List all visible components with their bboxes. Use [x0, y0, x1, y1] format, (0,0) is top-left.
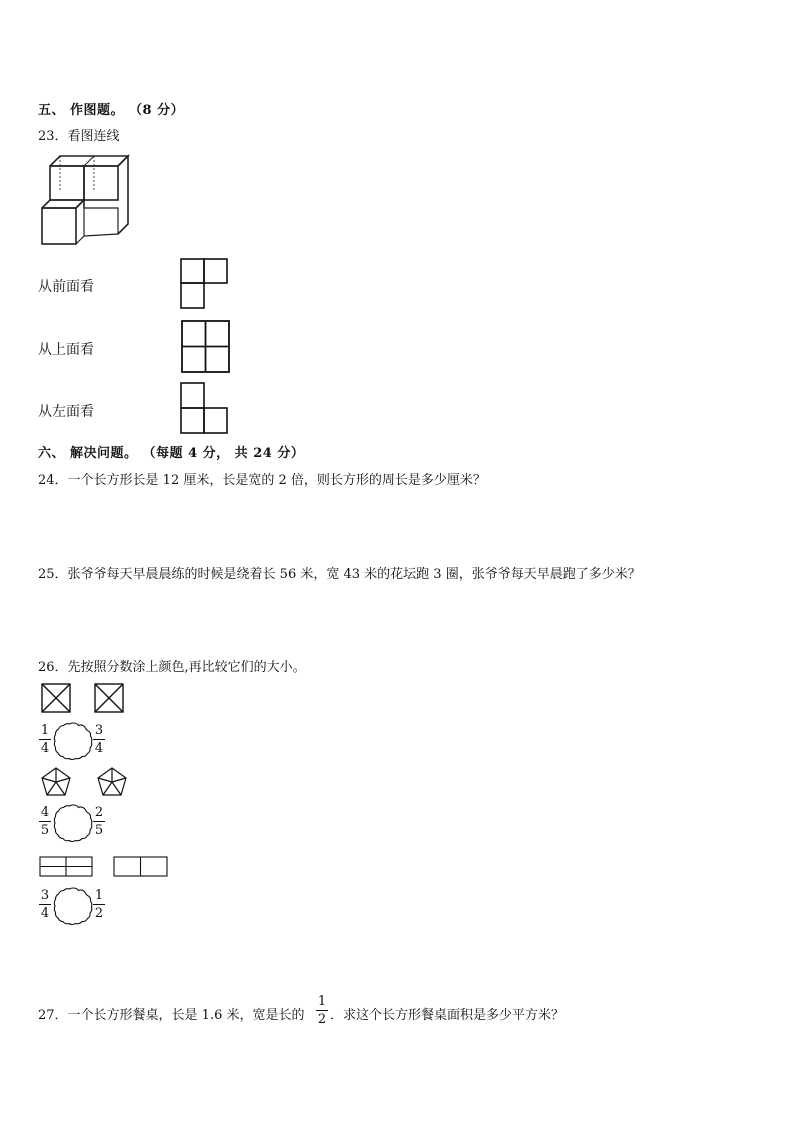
section-5-title: 五、 作图题。 （8 分）	[38, 103, 185, 118]
fraction-bar	[39, 904, 51, 905]
fraction-2-left	[39, 805, 51, 838]
fraction-3-left	[39, 888, 51, 921]
compare-circle-1[interactable]	[53, 721, 93, 761]
view-label-front: 从前面看	[38, 279, 94, 295]
fraction-bar	[93, 739, 105, 740]
section-6-title: 六、 解决问题。 （每题 4 分， 共 24 分）	[38, 446, 305, 461]
fraction-denominator: 2	[317, 1012, 327, 1027]
question-27-before: 27．一个长方形餐桌，长是 1.6 米，宽是长的	[38, 1008, 305, 1023]
fraction-1-left	[39, 723, 51, 756]
square-x-shape-left[interactable]	[41, 683, 71, 713]
fraction-bar	[316, 1010, 328, 1011]
pentagon-shape-left[interactable]	[40, 766, 72, 798]
fraction-numerator: 4	[40, 805, 50, 820]
fraction-denominator: 5	[40, 823, 50, 838]
fraction-numerator: 2	[94, 805, 104, 820]
view-shape-a[interactable]	[180, 258, 230, 310]
fraction-bar	[93, 904, 105, 905]
question-26-text: 26．先按照分数涂上颜色,再比较它们的大小。	[38, 660, 306, 675]
question-23-text: 23．看图连线	[38, 129, 120, 144]
square-x-shape-right[interactable]	[94, 683, 124, 713]
compare-circle-2[interactable]	[53, 803, 93, 843]
view-label-top: 从上面看	[38, 342, 94, 358]
question-24-text: 24．一个长方形长是 12 厘米，长是宽的 2 倍，则长方形的周长是多少厘米？	[38, 473, 486, 488]
fraction-denominator: 4	[94, 741, 104, 756]
rect-quarters-shape[interactable]	[39, 856, 94, 878]
fraction-denominator: 5	[94, 823, 104, 838]
view-shape-b[interactable]	[180, 320, 232, 374]
compare-circle-3[interactable]	[53, 886, 93, 926]
fraction-1-right	[93, 723, 105, 756]
fraction-numerator: 3	[94, 723, 104, 738]
view-label-left: 从左面看	[38, 404, 94, 420]
fraction-denominator: 4	[40, 906, 50, 921]
fraction-3-right	[93, 888, 105, 921]
fraction-numerator: 1	[40, 723, 50, 738]
view-shape-c[interactable]	[180, 382, 232, 436]
fraction-denominator: 4	[40, 741, 50, 756]
question-27-fraction	[316, 994, 328, 1027]
fraction-denominator: 2	[94, 906, 104, 921]
fraction-bar	[39, 821, 51, 822]
fraction-2-right	[93, 805, 105, 838]
cube-figure	[38, 150, 133, 250]
rect-halves-shape[interactable]	[113, 856, 169, 878]
question-27-after: ．求这个长方形餐桌面积是多少平方米？	[330, 1008, 565, 1023]
fraction-bar	[39, 739, 51, 740]
question-25-text: 25．张爷爷每天早晨晨练的时候是绕着长 56 米，宽 43 米的花坛跑 3 圈，张爷爷每天早晨跑了多少米？	[38, 567, 641, 582]
fraction-bar	[93, 821, 105, 822]
fraction-numerator: 1	[317, 994, 327, 1009]
fraction-numerator: 3	[40, 888, 50, 903]
fraction-numerator: 1	[94, 888, 104, 903]
pentagon-shape-right[interactable]	[96, 766, 128, 798]
